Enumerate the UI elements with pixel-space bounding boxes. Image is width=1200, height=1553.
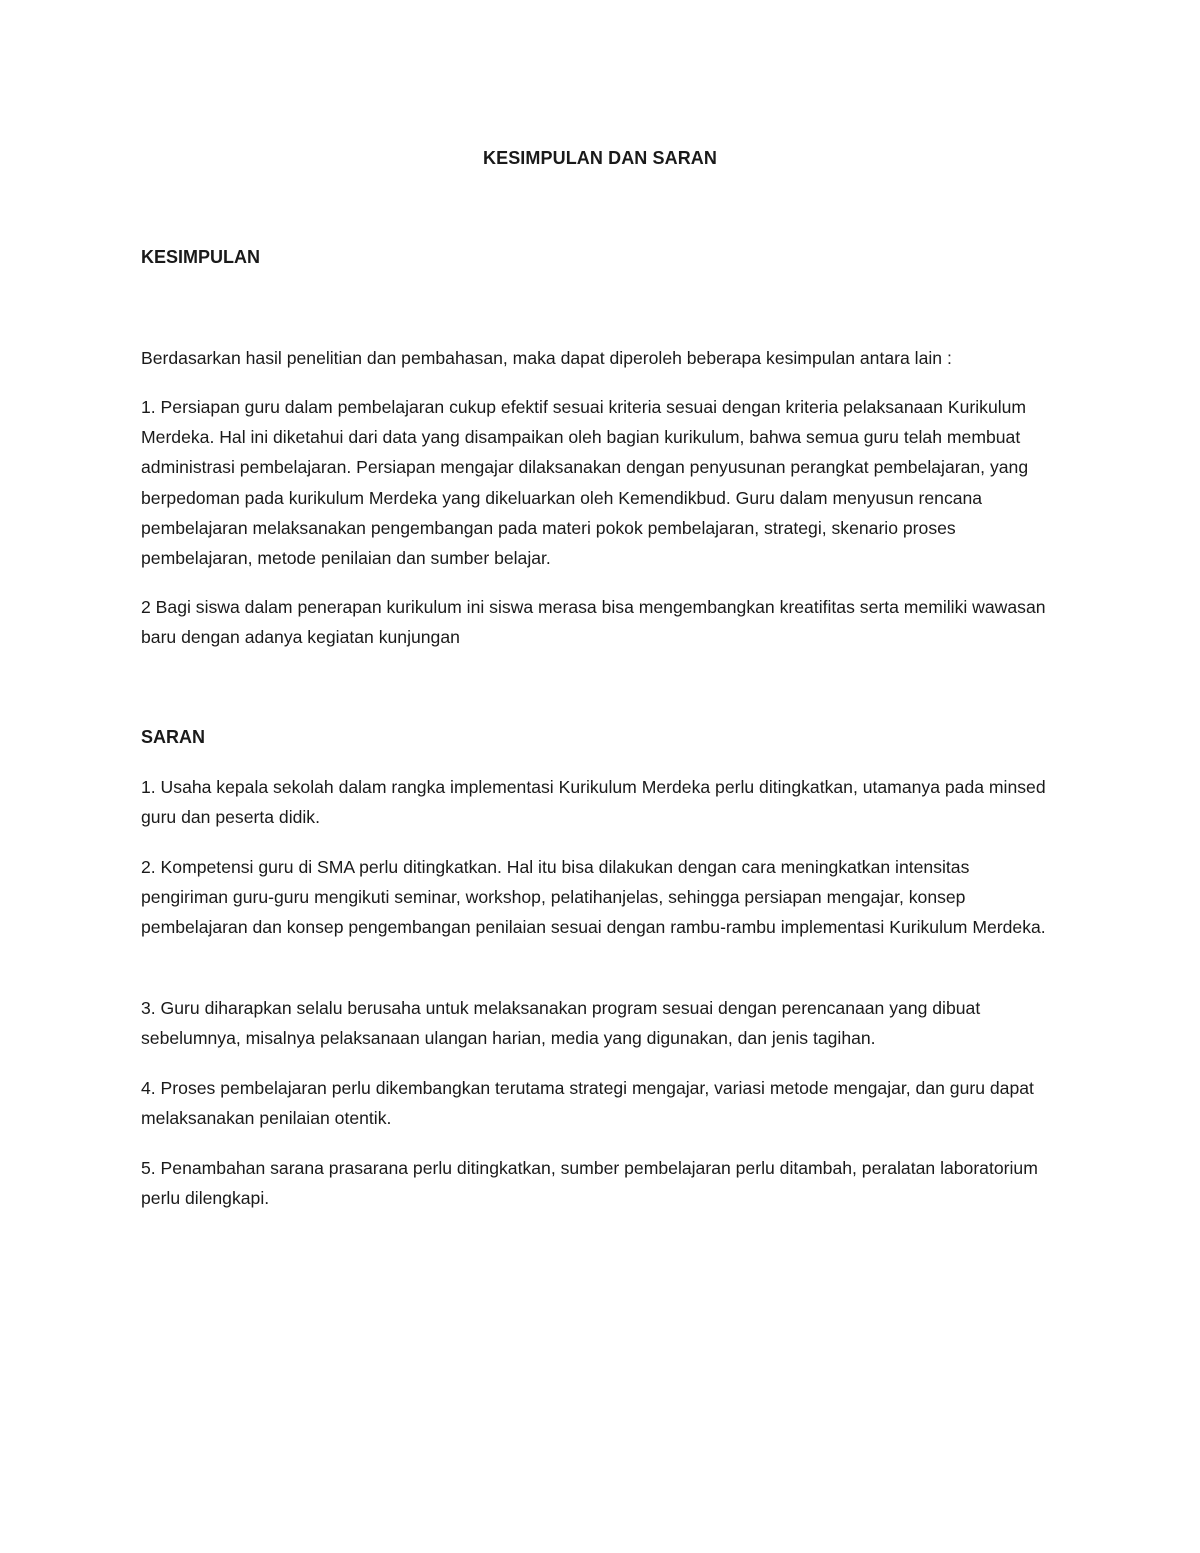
kesimpulan-item-1: 1. Persiapan guru dalam pembelajaran cukup efektif sesuai kriteria sesuai dengan kriteria pelaksanaan Kurikulum Merdeka. Hal ini diketahui dari data yang disampaikan oleh bagian kurikulum, bahwa semua guru telah membuat administrasi pembelajaran. Persiapan mengajar dilaksanakan dengan penyusunan perangkat pembelajaran, yang berpedoman pada kurikulum Merdeka yang dikeluarkan oleh Kemendikbud. Guru dalam menyusun rencana pembelajaran melaksanakan pengembangan pada materi pokok pembelajaran, strategi, skenario proses pembelajaran, metode penilaian dan sumber belajar. [141,397,1029,569]
saran-item-5: 5. Penambahan sarana prasarana perlu ditingkatkan, sumber pembelajaran perlu ditambah, peralatan laboratorium perlu dilengkapi. [141,1158,1038,1209]
kesimpulan-intro-paragraph: Berdasarkan hasil penelitian dan pembahasan, maka dapat diperoleh beberapa kesimpulan antara lain : [141,348,952,368]
saran-item-4: 4. Proses pembelajaran perlu dikembangkan terutama strategi mengajar, variasi metode mengajar, dan guru dapat melaksanakan penilaian otentik. [141,1078,1034,1129]
kesimpulan-heading: KESIMPULAN [141,247,261,267]
saran-item-1: 1. Usaha kepala sekolah dalam rangka implementasi Kurikulum Merdeka perlu ditingkatkan, utamanya pada minsed guru dan peserta didik. [141,777,1046,828]
document-title: KESIMPULAN DAN SARAN [482,148,717,168]
saran-heading: SARAN [141,727,206,747]
saran-item-2: 2. Kompetensi guru di SMA perlu ditingkatkan. Hal itu bisa dilakukan dengan cara meningkatkan intensitas pengiriman guru-guru mengikuti seminar, workshop, pelatihanjelas, sehingga persiapan mengajar, konsep pembelajaran dan konsep pengembangan penilaian sesuai dengan rambu-rambu implementasi Kurikulum Merdeka. [141,857,1046,938]
kesimpulan-item-2: 2 Bagi siswa dalam penerapan kurikulum ini siswa merasa bisa mengembangkan kreatifitas serta memiliki wawasan baru dengan adanya kegiatan kunjungan [141,597,1046,648]
saran-item-3: 3. Guru diharapkan selalu berusaha untuk melaksanakan program sesuai dengan perencanaan yang dibuat sebelumnya, misalnya pelaksanaan ulangan harian, media yang digunakan, dan jenis tagihan. [141,998,981,1049]
